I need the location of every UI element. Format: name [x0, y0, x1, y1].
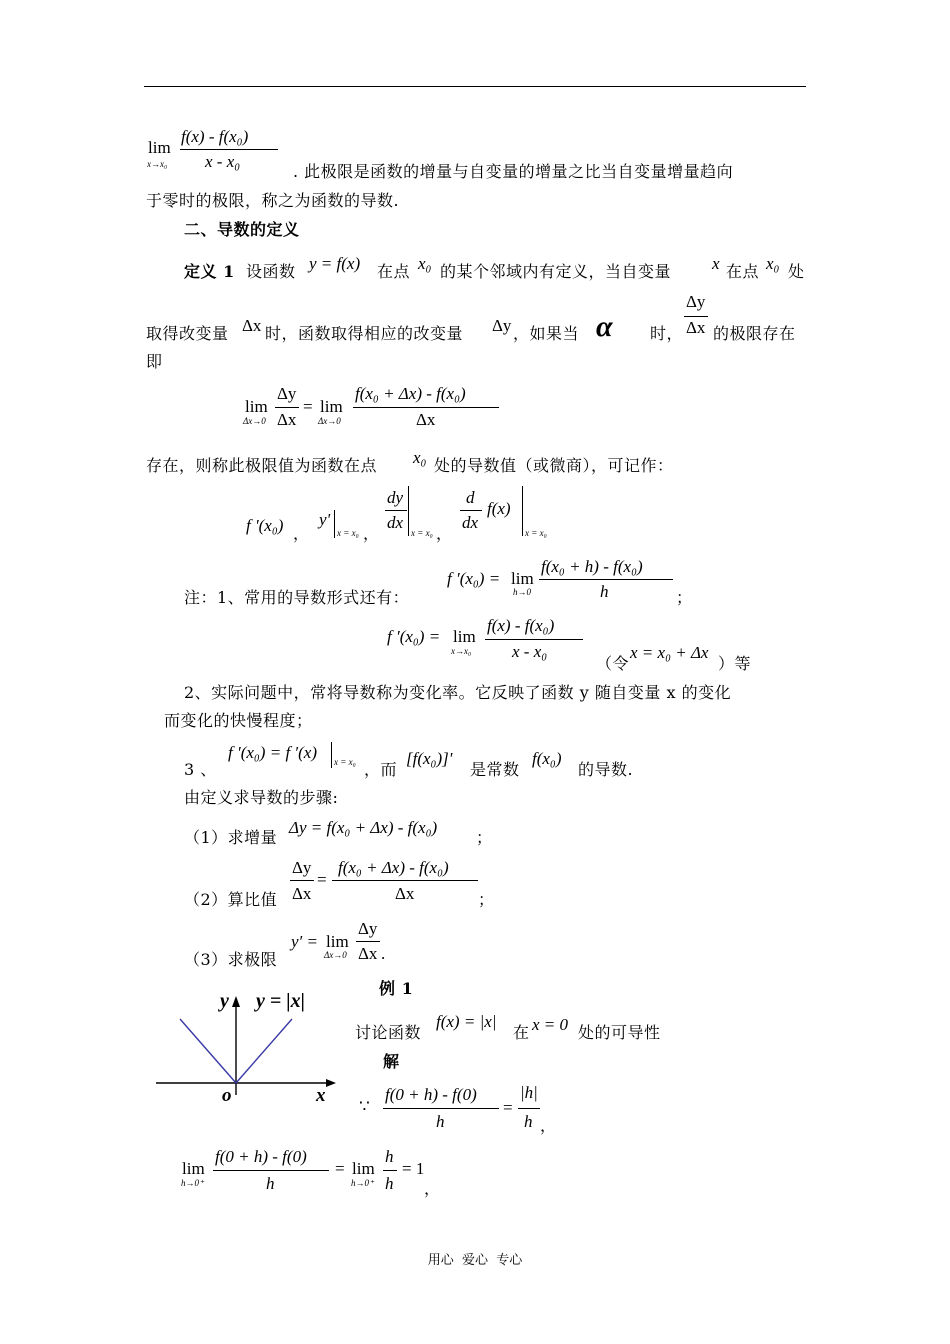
limit-end: ， — [424, 1179, 441, 1198]
header-rule — [144, 86, 806, 87]
notation-3-bar — [385, 510, 407, 511]
notation-3-den: dx — [387, 513, 404, 532]
steps-heading: 由定义求导数的步骤: — [184, 788, 339, 807]
notation-comma-3: ， — [436, 524, 453, 543]
main-num2: f(x₀ + Δx) - f(x₀) — [355, 384, 466, 403]
definition-frac-num: Δy — [686, 292, 706, 311]
note1-f2-num: f(x) - f(x₀) — [487, 616, 555, 635]
limit-num2: h — [385, 1147, 394, 1166]
note3-num: 3 、 — [184, 760, 217, 779]
definition-yfx: y = f(x) — [309, 254, 361, 273]
abs-line-left — [180, 1019, 236, 1083]
definition-t8: ，如果当 — [513, 324, 580, 343]
example-func: f(x) = |x| — [436, 1012, 497, 1031]
step3-end: . — [381, 944, 386, 963]
notation-4-sub: x = x₀ — [525, 528, 547, 538]
main-num1: Δy — [277, 384, 297, 403]
note3-t1: ，而 — [364, 760, 398, 779]
abs-graph — [150, 985, 340, 1115]
note1-f1-num: f(x₀ + h) - f(x₀) — [541, 557, 643, 576]
graph-origin-label: o — [222, 1085, 232, 1106]
ratio-den2: h — [524, 1112, 533, 1131]
because-symbol: ∵ — [359, 1097, 370, 1116]
definition-t11: 即 — [146, 352, 163, 371]
main-eq: = — [303, 397, 313, 416]
step3-label: （3）求极限 — [184, 950, 278, 969]
step3-den: Δx — [358, 944, 378, 963]
notation-4-bar — [460, 510, 482, 511]
intro-lim-sub: x→x₀ — [147, 159, 168, 169]
note1-label: 注：1、常用的导数形式还有： — [184, 588, 410, 607]
main-den2: Δx — [416, 410, 436, 429]
definition-x0b: x₀ — [766, 254, 780, 273]
ratio-end: ， — [540, 1116, 557, 1135]
note1-f2-bar — [485, 639, 583, 640]
abs-line-right — [236, 1019, 292, 1083]
alpha-symbol: α — [596, 310, 613, 343]
notation-3-vbar — [408, 486, 409, 536]
step3-sub: Δx→0 — [324, 950, 347, 960]
notation-4-f: f(x) — [487, 499, 511, 518]
example-desc3: 处的可导性 — [578, 1023, 661, 1042]
notation-4-num: d — [466, 488, 475, 507]
step2-num2: f(x₀ + Δx) - f(x₀) — [338, 858, 449, 877]
note3-vbar — [331, 742, 332, 768]
definition-t6: 取得改变量 — [146, 324, 229, 343]
solution-label: 解 — [383, 1052, 400, 1071]
limit-sub: h→0⁺ — [181, 1178, 204, 1188]
step1-end: ； — [476, 828, 493, 847]
graph-y-label: y — [220, 990, 229, 1012]
intro-text-2: 于零时的极限，称之为函数的导数. — [146, 191, 400, 210]
step2-bar1 — [290, 880, 314, 881]
definition-t7: 时，函数取得相应的改变量 — [265, 324, 464, 343]
footer: 用心 爱心 专心 — [427, 1253, 523, 1268]
limit-val: = 1 — [402, 1159, 425, 1178]
step2-bar2 — [332, 880, 478, 881]
notation-4-den: dx — [462, 513, 479, 532]
example-desc2: 在 — [513, 1023, 530, 1042]
limit-num: f(0 + h) - f(0) — [215, 1147, 307, 1166]
note3-t3: 的导数. — [578, 760, 634, 779]
notation-1: f '(x₀) — [246, 516, 284, 535]
definition-t1: 设函数 — [246, 262, 296, 281]
example-cond: x = 0 — [532, 1015, 569, 1034]
limit-eq: = — [335, 1159, 345, 1178]
definition-t4: 在点 — [726, 262, 760, 281]
limit-den2: h — [385, 1174, 394, 1193]
intro-lim: lim — [148, 138, 171, 157]
step2-num1: Δy — [292, 858, 312, 877]
ratio-eq: = — [503, 1098, 513, 1117]
note1-f1-lim: lim — [511, 569, 534, 588]
note2-line1: 2、实际问题中，常将导数称为变化率。它反映了函数 y 随自变量 x 的变化 — [184, 683, 732, 702]
note1-cond: x = x₀ + Δx — [630, 643, 709, 662]
note1-f1-bar — [539, 579, 673, 580]
note3-sub: x = x₀ — [334, 757, 356, 767]
ratio-num: f(0 + h) - f(0) — [385, 1085, 477, 1104]
notation-comma-1: ， — [293, 524, 310, 543]
exists-t1: 存在，则称此极限值为函数在点 — [146, 456, 378, 475]
note1-f2-lhs: f ′(x₀) = — [387, 627, 441, 646]
definition-t5: 处 — [788, 262, 805, 281]
limit-den: h — [266, 1174, 275, 1193]
notation-3-sub: x = x₀ — [411, 528, 433, 538]
limit-lim: lim — [182, 1159, 205, 1178]
graph-func-label: y = |x| — [256, 990, 306, 1012]
step2-den1: Δx — [292, 884, 312, 903]
note1-f2-sub: x→x₀ — [451, 646, 472, 656]
definition-x: x — [712, 254, 720, 273]
step2-label: （2）算比值 — [184, 890, 278, 909]
definition-t3: 的某个邻域内有定义，当自变量 — [440, 262, 672, 281]
notation-2-sub: x = x₀ — [337, 528, 359, 538]
main-den1: Δx — [277, 410, 297, 429]
definition-t2: 在点 — [377, 262, 411, 281]
intro-fracbar — [180, 149, 278, 150]
limit-bar2 — [383, 1170, 397, 1171]
graph-x-label: x — [316, 1085, 326, 1106]
ratio-bar2 — [518, 1108, 540, 1109]
definition-frac-den: Δx — [686, 318, 706, 337]
y-axis-arrow — [232, 996, 240, 1007]
ratio-bar — [383, 1108, 499, 1109]
main-lim-sub: Δx→0 — [243, 416, 266, 426]
intro-den: x - x₀ — [205, 152, 241, 171]
step2-den2: Δx — [395, 884, 415, 903]
note1-f2-lim: lim — [453, 627, 476, 646]
limit-lim2: lim — [352, 1159, 375, 1178]
note2-line2: 而变化的快慢程度； — [164, 711, 313, 730]
note1-paren-open: （令 — [596, 654, 630, 673]
note1-f1-den: h — [600, 582, 609, 601]
ratio-den: h — [436, 1112, 445, 1131]
limit-sub2: h→0⁺ — [351, 1178, 374, 1188]
example-desc1: 讨论函数 — [355, 1023, 422, 1042]
definition-t9: 时， — [650, 324, 684, 343]
step2-eq: = — [317, 870, 327, 889]
step1-label: （1）求增量 — [184, 828, 278, 847]
main-lim: lim — [245, 397, 268, 416]
intro-text-1: . 此极限是函数的增量与自变量的增量之比当自变量增量趋向 — [293, 162, 734, 181]
main-lim2: lim — [320, 397, 343, 416]
notation-2: y' — [319, 510, 331, 529]
definition-x0: x₀ — [418, 254, 432, 273]
main-fracbar1 — [275, 407, 299, 408]
step3-lhs: y′ = — [291, 932, 318, 951]
exists-t2: 处的导数值（或微商），可记作： — [434, 456, 674, 475]
definition-fracbar — [684, 316, 708, 317]
notation-comma-2: ， — [363, 524, 380, 543]
note1-f1-lhs: f ′(x₀) = — [447, 569, 501, 588]
note3-f: f ′(x₀) = f ′(x) — [228, 743, 318, 762]
main-fracbar2 — [353, 407, 499, 408]
definition-label: 定义 1 — [184, 262, 235, 281]
notation-3-num: dy — [387, 488, 404, 507]
definition-t10: 的极限存在 — [713, 324, 796, 343]
main-lim2-sub: Δx→0 — [318, 416, 341, 426]
example-label: 例 1 — [379, 979, 414, 998]
note1-f2-den: x - x₀ — [512, 642, 548, 661]
note1-paren-close: ）等 — [718, 654, 752, 673]
step3-num: Δy — [358, 919, 378, 938]
step1-formula: Δy = f(x₀ + Δx) - f(x₀) — [289, 818, 438, 837]
note3-f2: [f(x₀)]' — [406, 749, 453, 768]
intro-num: f(x) - f(x₀) — [181, 127, 249, 146]
step3-lim: lim — [326, 932, 349, 951]
note3-f3: f(x₀) — [532, 749, 562, 768]
note1-f1-sub: h→0 — [513, 587, 531, 597]
notation-2-bar — [334, 510, 335, 538]
definition-dy: Δy — [492, 316, 512, 335]
step2-end: ； — [478, 890, 495, 909]
note1-semi: ； — [676, 588, 693, 607]
note3-t2: 是常数 — [470, 760, 520, 779]
exists-x0: x₀ — [413, 448, 427, 467]
x-axis-arrow — [326, 1079, 336, 1087]
ratio-num2: |h| — [520, 1083, 538, 1102]
limit-bar — [213, 1170, 329, 1171]
definition-dx: Δx — [242, 316, 262, 335]
section-heading: 二、导数的定义 — [184, 220, 300, 239]
step3-bar — [356, 941, 380, 942]
notation-4-vbar — [522, 486, 523, 536]
